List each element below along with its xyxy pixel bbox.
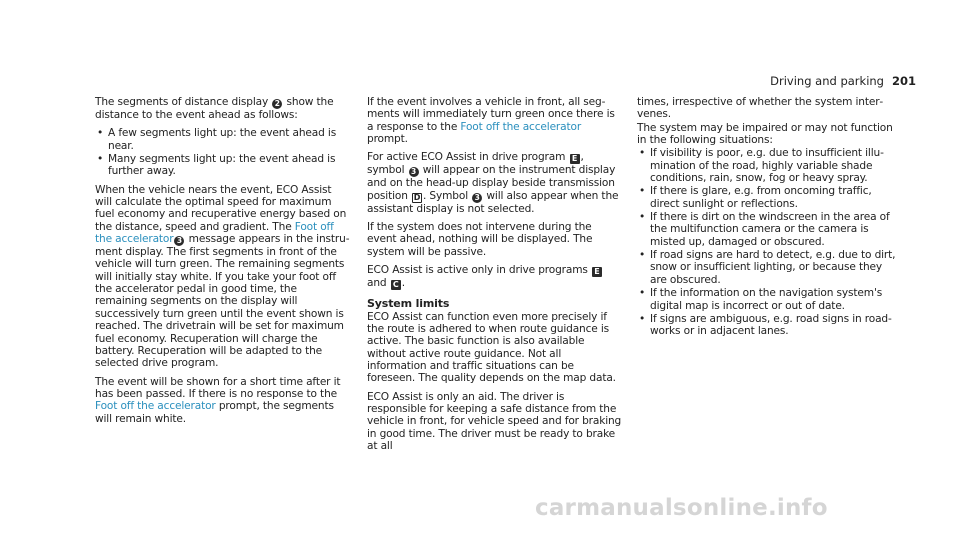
section-title: Driving and parking	[770, 74, 884, 88]
section-heading: System limits	[367, 297, 450, 311]
paragraph	[367, 96, 623, 145]
paragraph	[367, 264, 623, 290]
text: prompt.	[367, 133, 408, 146]
text: If the event involves a vehicle in front, all segments will immediately turn green once there is a response to the	[367, 96, 615, 133]
list-item: • If visibility is poor, e.g. due to insufficient illumination of the road, highly variable shade conditions, rain, snow, fog or heavy spray.	[637, 147, 899, 184]
column-3	[637, 96, 899, 344]
list-item: • If the information on the navigation system's digital map is incorrect or out of date.	[637, 287, 899, 312]
transmission-d-icon: D	[413, 192, 421, 202]
callout-number-icon: 3	[174, 236, 184, 246]
text: message appears in the instrument display. The first segments in front of the vehicle will turn green. The remaining segments will initially stay white. If you take your foot off the accelerator pedal in good time, the remaining segments on the display will successively turn green until the event shown is reached. The drivetrain will be set for maximum fuel economy. Recuperation will charge the battery. Recuperation will be adapted to the selected drive program.	[95, 233, 350, 370]
text: prompt, the segments will remain white.	[95, 400, 334, 425]
paragraph: ECO Assist is only an aid. The driver is responsible for keeping a safe distance from the vehicle in front, for vehicle speed and for braking in good time. The driver must be ready to brake at all	[367, 390, 622, 453]
text: When the vehicle nears the event, ECO Assist will calculate the optimal speed for maximum fuel economy and recuperative energy based on the distance, speed and gradient. The	[95, 183, 347, 233]
foot-off-accelerator-link: Foot off the accelerator	[95, 220, 334, 246]
callout-number-icon: 2	[272, 99, 282, 109]
text: , symbol	[367, 151, 584, 177]
drive-program-e-icon: E	[592, 267, 602, 277]
column-2	[367, 96, 623, 458]
text: ECO Assist is active only in drive programs	[367, 264, 591, 277]
list-item: • If signs are ambiguous, e.g. road signs in roadworks or in adjacent lanes.	[637, 313, 899, 338]
page-number: 201	[891, 74, 916, 88]
bullet-list	[637, 147, 899, 337]
text: and	[367, 277, 390, 290]
paragraph	[95, 376, 350, 425]
bullet-list	[95, 127, 350, 177]
paragraph: The system may be impaired or may not function in the following situations:	[637, 121, 893, 147]
callout-number-icon: 3	[409, 167, 419, 177]
paragraph	[95, 184, 350, 370]
foot-off-accelerator-link: Foot off the accelerator	[460, 120, 582, 133]
paragraph: If the system does not intervene during the event ahead, nothing will be displayed. The system will be passive.	[367, 221, 593, 258]
column-1	[95, 96, 350, 431]
paragraph: ECO Assist can function even more precisely if the route is adhered to when route guidance is active. The basic function is also available without active route guidance. Not all information and traffic situations can be foreseen. The quality depends on the map data.	[367, 310, 616, 385]
list-item: • If there is dirt on the windscreen in the area of the multifunction camera or the camera is misted up, damaged or obscured.	[637, 211, 899, 248]
text: The event will be shown for a short time after it has been passed. If there is no response to the	[95, 375, 341, 400]
page-header	[770, 74, 916, 88]
text: For active ECO Assist in drive program	[367, 151, 569, 164]
list-item: • A few segments light up: the event ahead is near.	[95, 127, 350, 152]
list-item: • Many segments light up: the event ahead is further away.	[95, 153, 350, 178]
paragraph	[95, 96, 350, 121]
text: The segments of distance display	[95, 96, 272, 108]
foot-off-accelerator-link: Foot off the accelerator	[95, 400, 216, 413]
text: . Symbol	[422, 189, 472, 202]
text: will also appear when the assistant display is not selected.	[367, 189, 619, 215]
paragraph	[367, 151, 623, 215]
text: will appear on the instrument display and on the head-up display beside transmission position	[367, 164, 616, 202]
callout-number-icon: 3	[472, 193, 482, 203]
paragraph: times, irrespective of whether the system intervenes.	[637, 96, 884, 121]
text: show the distance to the event ahead as follows:	[95, 96, 334, 121]
drive-program-c-icon: C	[391, 280, 401, 290]
drive-program-e-icon: E	[570, 154, 580, 164]
text: .	[401, 277, 405, 290]
list-item: • If road signs are hard to detect, e.g. due to dirt, snow or insufficient lighting, or because they are obscured.	[637, 249, 899, 286]
list-item: • If there is glare, e.g. from oncoming traffic, direct sunlight or reflections.	[637, 185, 899, 210]
watermark: carmanualsonline.info	[535, 495, 828, 521]
